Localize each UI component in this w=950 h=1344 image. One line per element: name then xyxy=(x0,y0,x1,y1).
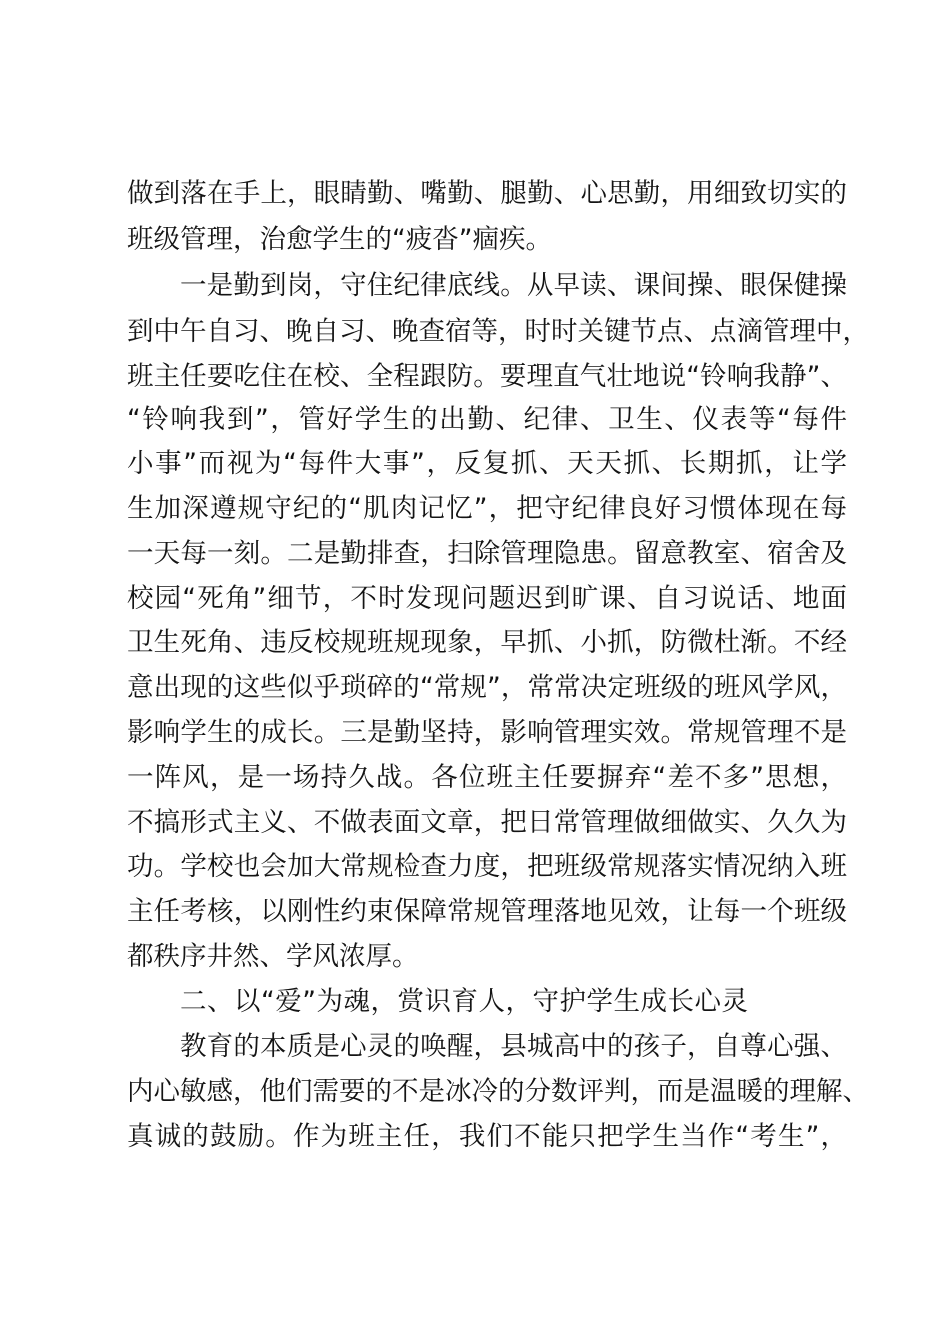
paragraph-first-line: 一是勤到岗，守住纪律底线。从早读、课间操、眼保健操 xyxy=(180,270,847,301)
body-text-line: 班主任要吃住在校、全程跟防。要理直气壮地说“铃响我静”、 xyxy=(127,361,847,392)
body-text-line: 一天每一刻。二是勤排查，扫除管理隐患。留意教室、宿舍及 xyxy=(127,538,847,569)
section-heading: 二、以“爱”为魂，赏识育人，守护学生成长心灵 xyxy=(180,986,749,1017)
body-text-line: 意出现的这些似乎琐碎的“常规”，常常决定班级的班风学风， xyxy=(127,672,847,703)
body-text-line: 校园“死角”细节，不时发现问题迟到旷课、自习说话、地面 xyxy=(127,583,847,614)
body-text-line: 内心敏感，他们需要的不是冰冷的分数评判，而是温暖的理解、 xyxy=(127,1076,869,1107)
body-text-line: 不搞形式主义、不做表面文章，把日常管理做细做实、久久为 xyxy=(127,807,847,838)
body-text-line: 都秩序井然、学风浓厚。 xyxy=(127,941,419,972)
body-text-line: “铃响我到”，管好学生的出勤、纪律、卫生、仪表等“每件 xyxy=(127,404,847,435)
body-text-line: 生加深遵规守纪的“肌肉记忆”，把守纪律良好习惯体现在每 xyxy=(127,493,847,524)
paragraph-first-line: 教育的本质是心灵的唤醒，县城高中的孩子，自尊心强、 xyxy=(180,1031,847,1062)
body-text-line: 影响学生的成长。三是勤坚持，影响管理实效。常规管理不是 xyxy=(127,717,847,748)
body-text-line: 到中午自习、晚自习、晚查宿等，时时关键节点、点滴管理中， xyxy=(127,316,869,347)
body-text-line: 主任考核，以刚性约束保障常规管理落地见效，让每一个班级 xyxy=(127,896,847,927)
body-text-line: 功。学校也会加大常规检查力度，把班级常规落实情况纳入班 xyxy=(127,851,847,882)
body-text-line: 做到落在手上，眼睛勤、嘴勤、腿勤、心思勤，用细致切实的 xyxy=(127,178,847,209)
body-text-line: 班级管理，治愈学生的“疲沓”痼疾。 xyxy=(127,224,552,255)
body-text-line: 一阵风，是一场持久战。各位班主任要摒弃“差不多”思想， xyxy=(127,762,847,793)
body-text-line: 卫生死角、违反校规班规现象，早抓、小抓，防微杜渐。不经 xyxy=(127,627,847,658)
body-text-line: 真诚的鼓励。作为班主任，我们不能只把学生当作“考生”， xyxy=(127,1121,847,1152)
body-text-line: 小事”而视为“每件大事”，反复抓、天天抓、长期抓，让学 xyxy=(127,448,847,479)
